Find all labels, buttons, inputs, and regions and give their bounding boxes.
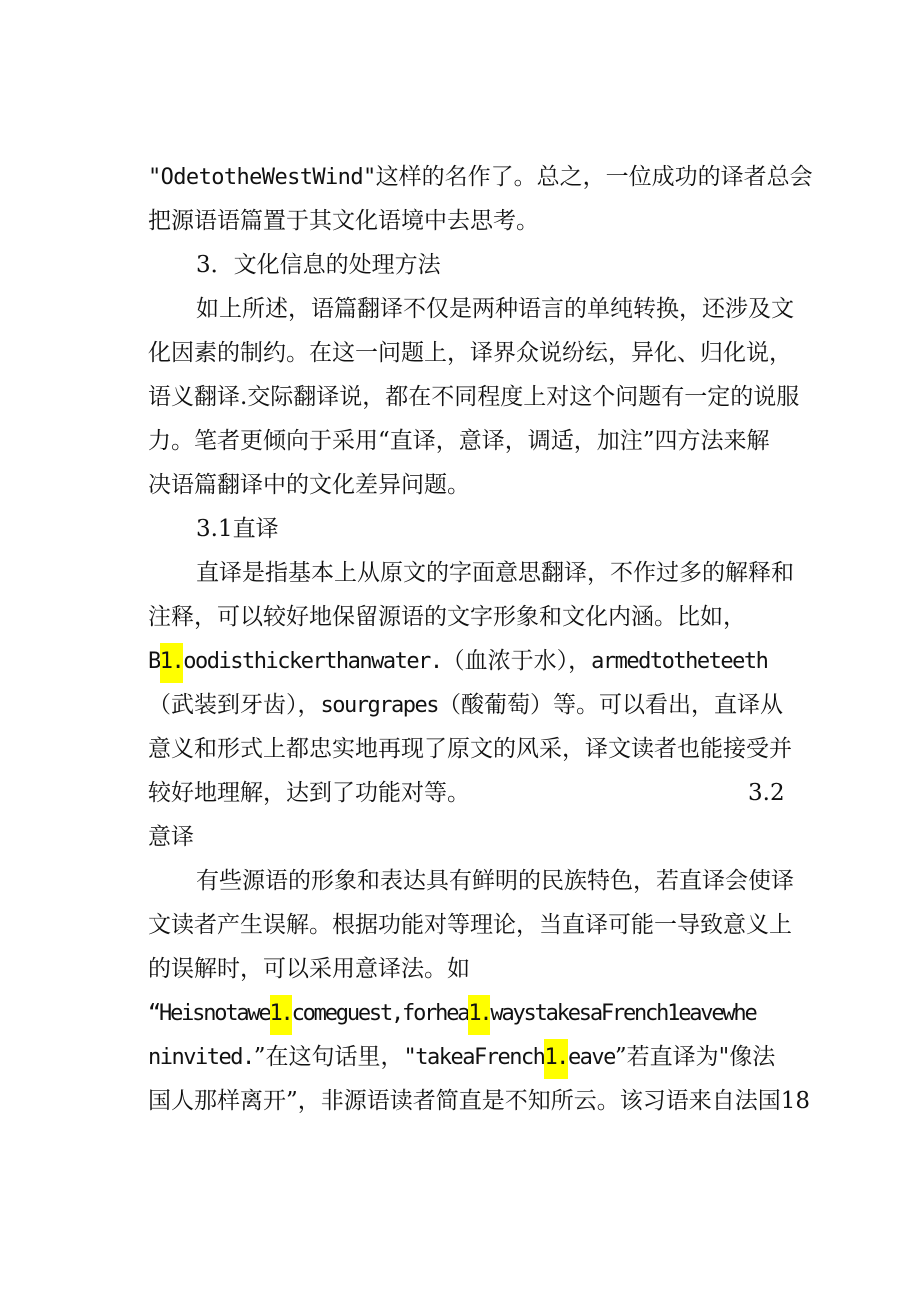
paragraph-line: 意义和形式上都忠实地再现了原文的风采，译文读者也能接受并 xyxy=(148,736,792,762)
section-heading-3-2: 意译 xyxy=(148,824,194,850)
paragraph-line: 力。笔者更倾向于采用“直译，意译，调适，加注”四方法来解 xyxy=(148,428,770,454)
paragraph-line: 决语篇翻译中的文化差异问题。 xyxy=(148,472,470,498)
paragraph-line: 把源语语篇置于其文化语境中去思考。 xyxy=(148,208,539,234)
paragraph-line: 文读者产生误解。根据功能对等理论，当直译可能一导致意义上 xyxy=(148,912,792,938)
highlight-mark: 1. xyxy=(468,995,490,1035)
paragraph-line: 直译是指基本上从原文的字面意思翻译，不作过多的解释和 xyxy=(196,560,794,586)
paragraph-line: 国人那样离开”，非源语读者简直是不知所云。该习语来自法国18 xyxy=(148,1088,811,1114)
paragraph-line: 有些源语的形象和表达具有鲜明的民族特色，若直译会使译 xyxy=(196,868,794,894)
english-title: "OdetotheWestWind" xyxy=(148,165,376,190)
paragraph-line: ninvited.”在这句话里，"takeaFrench1.eave”若直译为"像法 xyxy=(148,1042,808,1073)
paragraph-line: 如上所述，语篇翻译不仅是两种语言的单纯转换，还涉及文 xyxy=(196,296,794,322)
section-number-3-2: 3.2 xyxy=(748,780,785,806)
paragraph-line: 化因素的制约。在这一问题上，译界众说纷纭，异化、归化说， xyxy=(148,340,792,366)
paragraph-line: （武装到牙齿），sourgrapes（酸葡萄）等。可以看出，直译从 xyxy=(148,692,783,718)
paragraph-line: “Heisnotawe1.comeguest,forhea1.waystakesaFrench1eavewhe xyxy=(148,998,808,1029)
paragraph-line: 语义翻译.交际翻译说，都在不同程度上对这个问题有一定的说服 xyxy=(148,384,800,410)
paragraph-line: B1.oodisthickerthanwater.（血浓于水），armedtotheteeth xyxy=(148,646,808,677)
section-heading-3: 3．文化信息的处理方法 xyxy=(196,252,441,278)
section-heading-3-1: 3.1直译 xyxy=(196,516,279,542)
paragraph-line: 注释，可以较好地保留源语的文字形象和文化内涵。比如， xyxy=(148,604,746,630)
paragraph-line: "OdetotheWestWind"这样的名作了。总之，一位成功的译者总会 xyxy=(148,164,813,190)
highlight-mark: 1. xyxy=(160,643,184,683)
paragraph-line: 较好地理解，达到了功能对等。 xyxy=(148,780,470,806)
paragraph-line: 的误解时，可以采用意译法。如 xyxy=(148,956,470,982)
highlight-mark: 1. xyxy=(544,1039,568,1079)
highlight-mark: 1. xyxy=(270,995,292,1035)
